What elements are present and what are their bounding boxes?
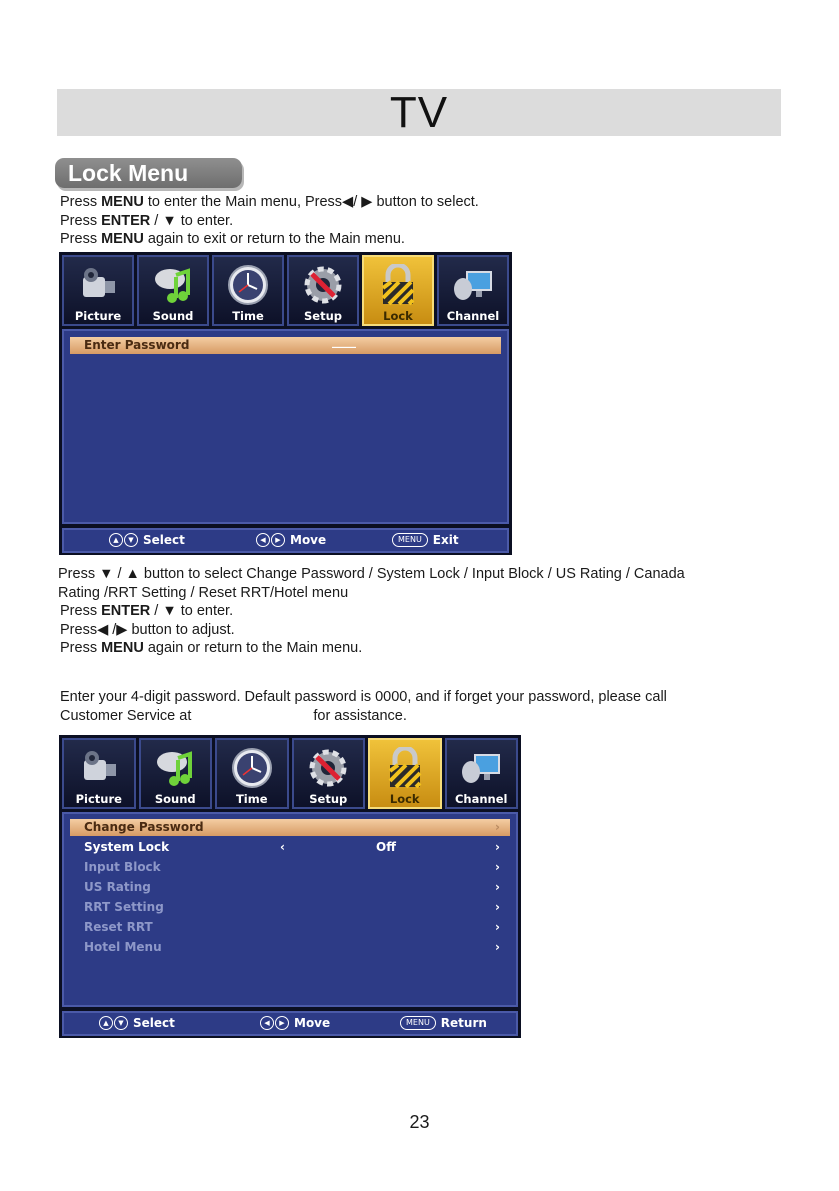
- chevron-left-icon[interactable]: ‹: [280, 840, 285, 854]
- chevron-right-icon: ›: [495, 880, 500, 894]
- chevron-right-icon: ›: [495, 820, 500, 834]
- down-icon: ▼: [114, 1016, 128, 1030]
- video-camera-icon: [76, 746, 122, 790]
- padlock-icon: [375, 263, 421, 307]
- right-icon: ▶: [275, 1016, 289, 1030]
- enter-password-row[interactable]: Enter Password ____: [70, 337, 501, 354]
- password-panel: [62, 329, 509, 524]
- menu-item-rrt-setting[interactable]: RRT Setting ›: [84, 900, 500, 914]
- intro-instructions: [60, 193, 479, 249]
- clock-icon: [225, 263, 271, 307]
- tab-channel[interactable]: Channel: [445, 738, 519, 809]
- intro-line-3: Press MENU again to exit or return to the Main menu.: [60, 231, 405, 247]
- password-note: [60, 688, 667, 725]
- tab-time[interactable]: Time: [212, 255, 284, 326]
- up-icon: ▲: [99, 1016, 113, 1030]
- down-icon: ▼: [124, 533, 138, 547]
- music-note-icon: [152, 746, 198, 790]
- left-icon: ◀: [260, 1016, 274, 1030]
- chevron-right-icon[interactable]: ›: [495, 840, 500, 854]
- left-icon: ◀: [256, 533, 270, 547]
- menu-item-change-password[interactable]: Change Password ›: [70, 819, 510, 836]
- menu-item-us-rating[interactable]: US Rating ›: [84, 880, 500, 894]
- footer-move-hint: ◀ ▶ Move: [256, 533, 326, 547]
- video-camera-icon: [75, 263, 121, 307]
- gear-tool-icon: [305, 746, 351, 790]
- page-title-bar: [57, 89, 781, 136]
- lock-options-panel: [62, 812, 518, 1007]
- satellite-monitor-icon: [450, 263, 496, 307]
- footer-select-hint: ▲ ▼ Select: [99, 1016, 175, 1030]
- tab-setup[interactable]: Setup: [292, 738, 366, 809]
- main-menu-tabs-2: [62, 738, 518, 809]
- tab-sound[interactable]: Sound: [139, 738, 213, 809]
- music-note-icon: [150, 263, 196, 307]
- up-icon: ▲: [109, 533, 123, 547]
- page-number: 23: [409, 1112, 430, 1132]
- note-line-1: Enter your 4-digit password. Default password is 0000, and if forget your password, please call: [60, 689, 667, 705]
- instr-line-5: Press MENU again or return to the Main menu.: [60, 640, 363, 656]
- lock-menu-screen-options: [59, 735, 521, 1038]
- footer-select-hint: ▲ ▼ Select: [109, 533, 185, 547]
- tab-picture[interactable]: Picture: [62, 738, 136, 809]
- tab-picture[interactable]: Picture: [62, 255, 134, 326]
- intro-line-1: Press MENU to enter the Main menu, Press◀/ ▶ button to select.: [60, 194, 479, 210]
- chevron-right-icon: ›: [495, 920, 500, 934]
- tab-lock[interactable]: Lock: [368, 738, 442, 809]
- clock-icon: [229, 746, 275, 790]
- menu-button-icon: MENU: [392, 533, 428, 547]
- tab-lock[interactable]: Lock: [362, 255, 434, 326]
- padlock-icon: [382, 746, 428, 790]
- chevron-right-icon: ›: [495, 860, 500, 874]
- screen2-footer: [62, 1011, 518, 1036]
- instr-line-2: Rating /RRT Setting / Reset RRT/Hotel menu: [58, 584, 349, 601]
- menu-item-reset-rrt[interactable]: Reset RRT ›: [84, 920, 500, 934]
- footer-move-hint: ◀ ▶ Move: [260, 1016, 330, 1030]
- menu-button-icon: MENU: [400, 1016, 436, 1030]
- menu-item-system-lock[interactable]: System Lock ‹ Off ›: [84, 840, 500, 854]
- chevron-right-icon: ›: [495, 940, 500, 954]
- system-lock-value: Off: [376, 840, 396, 854]
- instr-line-4: Press◀ /▶ button to adjust.: [60, 621, 235, 638]
- satellite-monitor-icon: [458, 746, 504, 790]
- chevron-right-icon: ›: [495, 900, 500, 914]
- section-title: Lock Menu: [55, 158, 242, 188]
- instr-line-1: Press ▼ / ▲ button to select Change Password / System Lock / Input Block / US Rating / Canada: [58, 566, 685, 582]
- menu-item-hotel-menu[interactable]: Hotel Menu ›: [84, 940, 500, 954]
- right-icon: ▶: [271, 533, 285, 547]
- screen1-footer: [62, 528, 509, 553]
- tab-setup[interactable]: Setup: [287, 255, 359, 326]
- navigation-instructions: [58, 565, 685, 658]
- tab-channel[interactable]: Channel: [437, 255, 509, 326]
- tab-sound[interactable]: Sound: [137, 255, 209, 326]
- main-menu-tabs: [62, 255, 509, 326]
- instr-line-3: Press ENTER / ▼ to enter.: [60, 603, 234, 619]
- note-line-2: Customer Service at for assistance.: [60, 707, 407, 724]
- menu-item-input-block[interactable]: Input Block ›: [84, 860, 500, 874]
- intro-line-2: Press ENTER / ▼ to enter.: [60, 212, 234, 229]
- footer-return-hint: MENU Return: [400, 1016, 487, 1030]
- footer-exit-hint: MENU Exit: [392, 533, 459, 547]
- lock-menu-screen-password: [59, 252, 512, 555]
- gear-tool-icon: [300, 263, 346, 307]
- tab-time[interactable]: Time: [215, 738, 289, 809]
- page-title: TV: [389, 88, 449, 137]
- password-input[interactable]: ____: [332, 334, 356, 348]
